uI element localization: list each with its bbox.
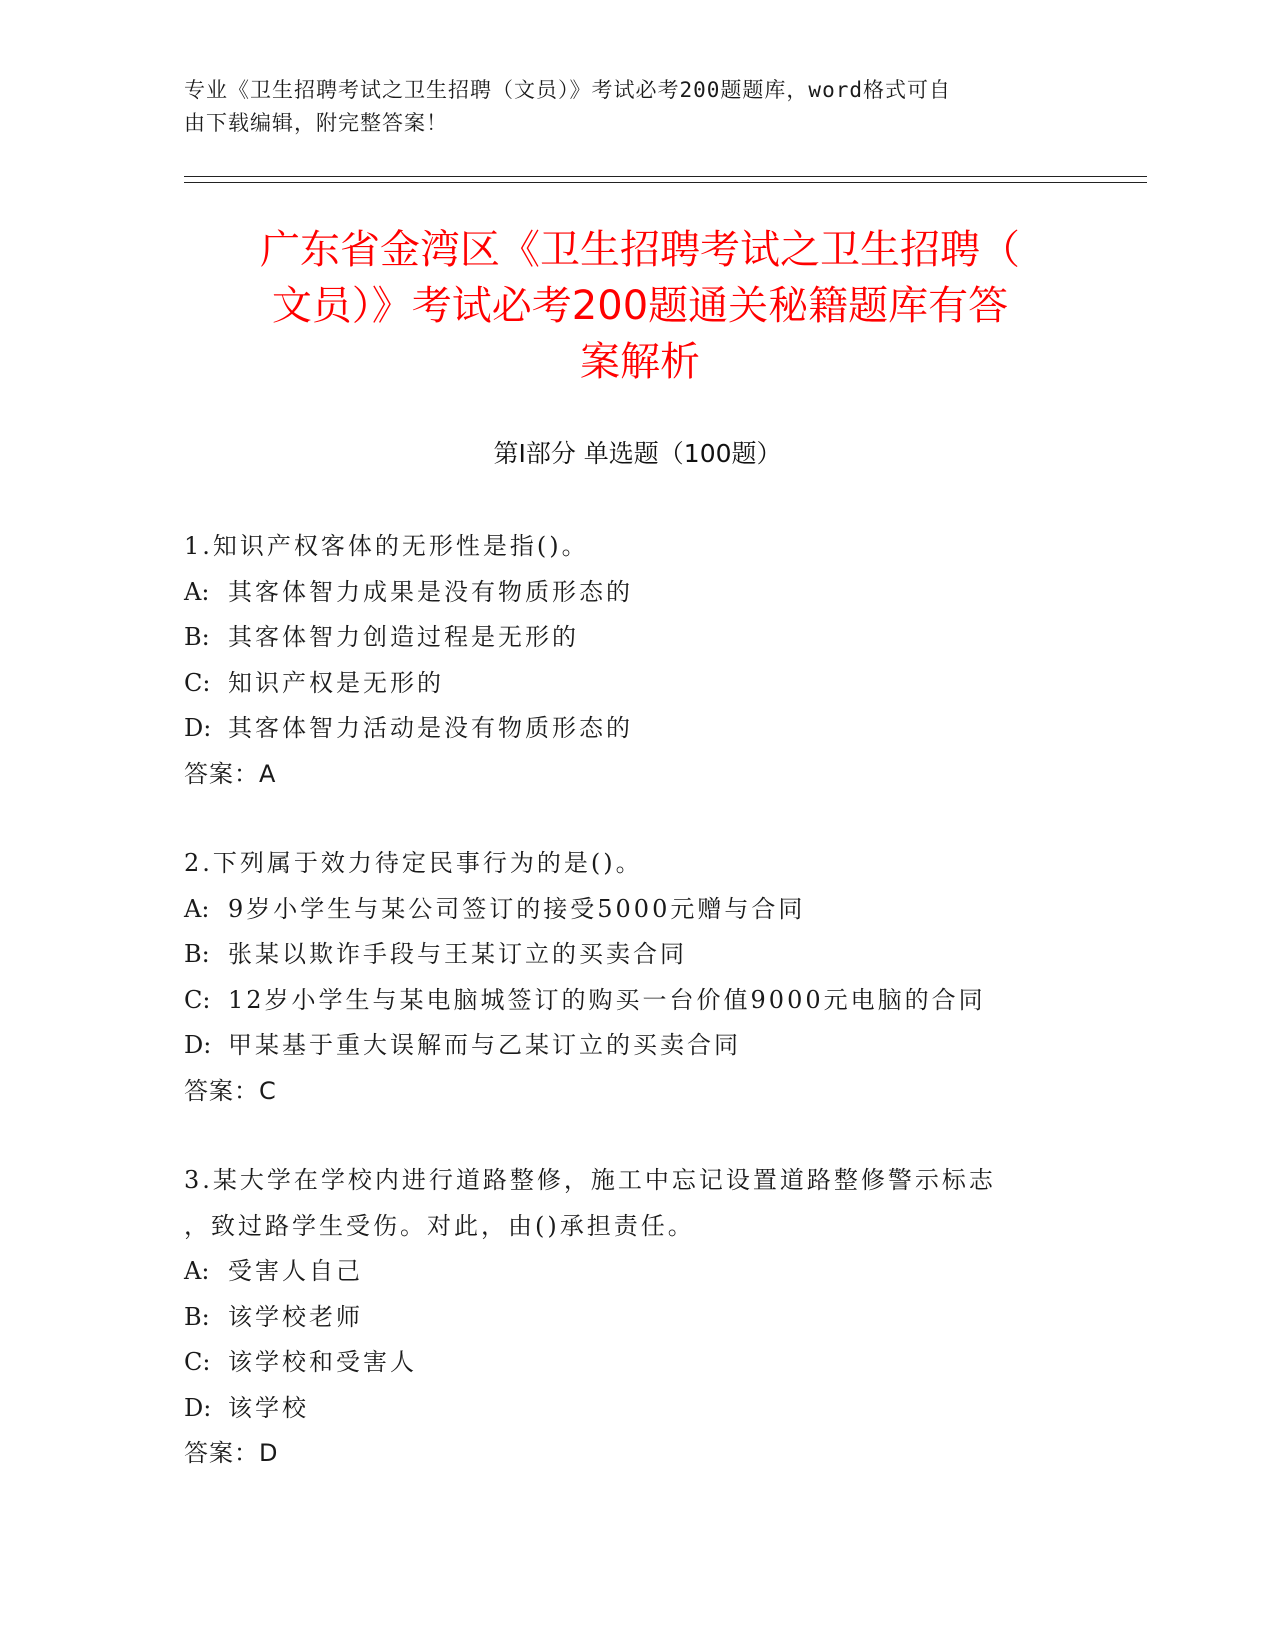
option-text: 该学校	[228, 1393, 309, 1422]
header-note	[184, 74, 1064, 140]
document-title-line: 文员）》考试必考200题通关秘籍题库有答	[271, 283, 1009, 329]
answer-label: 答案：D	[184, 1439, 279, 1467]
header-rule-top	[184, 176, 1147, 177]
option-text: 12岁小学生与某电脑城签订的购买一台价值9000元电脑的合同	[228, 985, 986, 1014]
answer-label: 答案：C	[184, 1076, 277, 1105]
option-c	[184, 1340, 1084, 1386]
option-letter: D:	[184, 1393, 212, 1422]
question-stem: 3.某大学在学校内进行道路整修，施工中忘记设置道路整修警示标志	[184, 1166, 996, 1194]
option-b	[184, 1295, 1084, 1341]
option-letter: D:	[184, 714, 212, 742]
option-text: 该学校和受害人	[228, 1348, 417, 1376]
question-stem: 1.知识产权客体的无形性是指()。	[184, 532, 589, 560]
option-letter: C:	[184, 668, 211, 697]
option-text: 知识产权是无形的	[228, 668, 444, 697]
option-a	[184, 570, 1084, 616]
option-c	[184, 661, 1084, 707]
option-letter: C:	[184, 1348, 211, 1376]
option-text: 甲某基于重大误解而与乙某订立的买卖合同	[228, 1031, 741, 1059]
header-note-line: 专业《卫生招聘考试之卫生招聘（文员）》考试必考200题题库，word格式可自	[184, 78, 951, 102]
option-a	[184, 1249, 1084, 1295]
option-text: 该学校老师	[228, 1302, 363, 1331]
option-b	[184, 932, 1084, 978]
option-text: 张某以欺诈手段与王某订立的买卖合同	[228, 940, 687, 968]
question-1	[184, 524, 1084, 797]
option-letter: A:	[184, 577, 210, 606]
option-letter: B:	[184, 623, 210, 651]
option-d	[184, 1386, 1084, 1432]
question-stem: 2.下列属于效力待定民事行为的是()。	[184, 849, 643, 877]
header-note-line: 由下载编辑，附完整答案！	[184, 111, 448, 135]
option-letter: A:	[184, 1257, 210, 1285]
answer-label: 答案：A	[184, 759, 277, 788]
question-2	[184, 841, 1084, 1114]
header-rule-bottom	[184, 182, 1147, 183]
option-d	[184, 706, 1084, 752]
option-letter: C:	[184, 985, 211, 1014]
option-letter: D:	[184, 1031, 212, 1059]
option-c	[184, 978, 1084, 1024]
option-d	[184, 1023, 1084, 1069]
option-text: 其客体智力成果是没有物质形态的	[228, 577, 633, 606]
question-stem: ，致过路学生受伤。对此，由()承担责任。	[184, 1211, 695, 1240]
document-title	[190, 222, 1090, 390]
option-letter: B:	[184, 1302, 210, 1331]
section-title: 第I部分 单选题（100题）	[493, 439, 782, 468]
option-text: 其客体智力创造过程是无形的	[228, 623, 579, 651]
option-text: 受害人自己	[228, 1257, 363, 1285]
option-letter: B:	[184, 940, 210, 968]
option-text: 9岁小学生与某公司签订的接受5000元赠与合同	[228, 894, 806, 923]
option-letter: A:	[184, 894, 210, 923]
option-b	[184, 615, 1084, 661]
question-3	[184, 1158, 1084, 1477]
option-text: 其客体智力活动是没有物质形态的	[228, 714, 633, 742]
option-a	[184, 887, 1084, 933]
document-title-line: 案解析	[580, 339, 700, 385]
document-title-line: 广东省金湾区《卫生招聘考试之卫生招聘（	[260, 227, 1020, 273]
